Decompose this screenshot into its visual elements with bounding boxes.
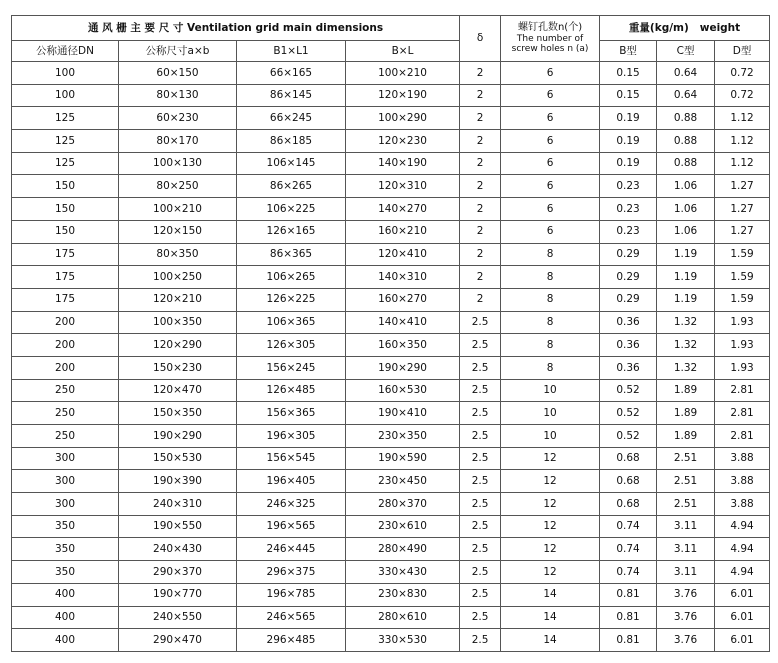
weight-d-cell: 1.93 [715, 356, 770, 379]
dn-cell: 400 [12, 583, 119, 606]
weight-d-cell: 2.81 [715, 402, 770, 425]
weight-c-cell: 1.32 [657, 334, 715, 357]
b1-l1-cell: 156×245 [237, 356, 346, 379]
dn-cell: 125 [12, 107, 119, 130]
weight-b-cell: 0.81 [600, 629, 657, 652]
weight-d-cell: 6.01 [715, 629, 770, 652]
weight-c-cell: 0.64 [657, 84, 715, 107]
weight-d-cell: 6.01 [715, 583, 770, 606]
weight-b-cell: 0.23 [600, 175, 657, 198]
dn-cell: 125 [12, 152, 119, 175]
delta-cell: 2.5 [460, 538, 501, 561]
delta-cell: 2 [460, 152, 501, 175]
b-l-cell: 100×290 [346, 107, 460, 130]
b-l-cell: 140×270 [346, 198, 460, 221]
weight-c-cell: 2.51 [657, 447, 715, 470]
col-header-b1-l1: B1×L1 [237, 41, 346, 62]
weight-d-cell: 1.27 [715, 198, 770, 221]
delta-cell: 2 [460, 288, 501, 311]
nominal-size-cell: 100×350 [119, 311, 237, 334]
nominal-size-cell: 150×530 [119, 447, 237, 470]
weight-c-cell: 2.51 [657, 493, 715, 516]
screw-holes-cell: 8 [501, 311, 600, 334]
dn-cell: 200 [12, 311, 119, 334]
weight-b-cell: 0.19 [600, 130, 657, 153]
b-l-cell: 280×610 [346, 606, 460, 629]
b1-l1-cell: 156×545 [237, 447, 346, 470]
b-l-cell: 120×190 [346, 84, 460, 107]
table-row [12, 175, 770, 198]
weight-d-cell: 1.59 [715, 266, 770, 289]
table-body [12, 62, 770, 652]
table-row [12, 515, 770, 538]
nominal-size-cell: 80×350 [119, 243, 237, 266]
b-l-cell: 280×370 [346, 493, 460, 516]
screw-holes-cell: 6 [501, 175, 600, 198]
screw-holes-cell: 14 [501, 583, 600, 606]
weight-d-cell: 2.81 [715, 379, 770, 402]
col-header-weight-d: D型 [715, 41, 770, 62]
nominal-size-cell: 80×250 [119, 175, 237, 198]
dn-cell: 175 [12, 243, 119, 266]
dn-cell: 200 [12, 334, 119, 357]
weight-b-cell: 0.19 [600, 107, 657, 130]
col-header-weight-b: B型 [600, 41, 657, 62]
weight-b-cell: 0.68 [600, 470, 657, 493]
b1-l1-cell: 106×225 [237, 198, 346, 221]
delta-cell: 2.5 [460, 583, 501, 606]
table-row [12, 152, 770, 175]
screw-holes-header-en-1: The number of [516, 34, 584, 45]
screw-holes-cell: 8 [501, 288, 600, 311]
screw-holes-cell: 6 [501, 107, 600, 130]
screw-holes-cell: 10 [501, 425, 600, 448]
screw-holes-header-cn: 螺钉孔数n(个) [517, 21, 583, 33]
weight-b-cell: 0.29 [600, 243, 657, 266]
weight-d-cell: 3.88 [715, 470, 770, 493]
weight-c-cell: 0.88 [657, 107, 715, 130]
weight-c-cell: 2.51 [657, 470, 715, 493]
b-l-cell: 120×230 [346, 130, 460, 153]
weight-b-cell: 0.68 [600, 493, 657, 516]
dn-cell: 100 [12, 62, 119, 85]
nominal-size-cell: 120×150 [119, 220, 237, 243]
weight-d-cell: 3.88 [715, 493, 770, 516]
ventilation-grid-dimensions-table [11, 15, 770, 652]
col-header-b-l: B×L [346, 41, 460, 62]
nominal-size-cell: 120×470 [119, 379, 237, 402]
weight-d-cell: 1.59 [715, 288, 770, 311]
weight-d-cell: 1.59 [715, 243, 770, 266]
b-l-cell: 120×410 [346, 243, 460, 266]
b-l-cell: 140×190 [346, 152, 460, 175]
nominal-size-cell: 190×390 [119, 470, 237, 493]
dn-cell: 150 [12, 198, 119, 221]
dn-cell: 350 [12, 515, 119, 538]
screw-holes-cell: 6 [501, 84, 600, 107]
table-row [12, 198, 770, 221]
col-header-weight-c: C型 [657, 41, 715, 62]
weight-d-cell: 2.81 [715, 425, 770, 448]
b-l-cell: 230×350 [346, 425, 460, 448]
dimensions-table-container [11, 15, 769, 652]
nominal-size-cell: 190×770 [119, 583, 237, 606]
weight-d-cell: 0.72 [715, 62, 770, 85]
weight-c-cell: 3.76 [657, 629, 715, 652]
b1-l1-cell: 66×165 [237, 62, 346, 85]
screw-holes-cell: 10 [501, 402, 600, 425]
dn-cell: 400 [12, 629, 119, 652]
weight-c-cell: 1.19 [657, 266, 715, 289]
weight-d-cell: 1.12 [715, 107, 770, 130]
delta-cell: 2 [460, 220, 501, 243]
table-row [12, 243, 770, 266]
b1-l1-cell: 196×785 [237, 583, 346, 606]
weight-d-cell: 1.93 [715, 334, 770, 357]
nominal-size-cell: 60×150 [119, 62, 237, 85]
dn-cell: 300 [12, 493, 119, 516]
weight-c-cell: 0.88 [657, 130, 715, 153]
dn-cell: 350 [12, 561, 119, 584]
screw-holes-cell: 8 [501, 266, 600, 289]
b-l-cell: 280×490 [346, 538, 460, 561]
b-l-cell: 160×210 [346, 220, 460, 243]
b1-l1-cell: 196×565 [237, 515, 346, 538]
delta-cell: 2.5 [460, 470, 501, 493]
screw-holes-cell: 6 [501, 152, 600, 175]
delta-cell: 2.5 [460, 311, 501, 334]
b-l-cell: 190×590 [346, 447, 460, 470]
weight-b-cell: 0.29 [600, 288, 657, 311]
b1-l1-cell: 86×185 [237, 130, 346, 153]
screw-holes-cell: 12 [501, 470, 600, 493]
table-row [12, 334, 770, 357]
dn-cell: 100 [12, 84, 119, 107]
b1-l1-cell: 126×485 [237, 379, 346, 402]
table-row [12, 402, 770, 425]
b1-l1-cell: 126×165 [237, 220, 346, 243]
nominal-size-cell: 240×550 [119, 606, 237, 629]
b1-l1-cell: 196×405 [237, 470, 346, 493]
table-row [12, 220, 770, 243]
weight-c-cell: 1.32 [657, 311, 715, 334]
screw-holes-cell: 6 [501, 62, 600, 85]
weight-c-cell: 1.06 [657, 220, 715, 243]
weight-d-cell: 4.94 [715, 538, 770, 561]
weight-b-cell: 0.15 [600, 62, 657, 85]
weight-d-cell: 1.12 [715, 130, 770, 153]
b1-l1-cell: 126×225 [237, 288, 346, 311]
weight-d-cell: 0.72 [715, 84, 770, 107]
delta-cell: 2.5 [460, 334, 501, 357]
b1-l1-cell: 246×445 [237, 538, 346, 561]
weight-d-cell: 1.27 [715, 175, 770, 198]
table-row [12, 561, 770, 584]
weight-c-cell: 0.88 [657, 152, 715, 175]
weight-c-cell: 1.89 [657, 379, 715, 402]
nominal-size-cell: 190×550 [119, 515, 237, 538]
weight-c-cell: 3.11 [657, 515, 715, 538]
delta-cell: 2 [460, 107, 501, 130]
nominal-size-cell: 120×290 [119, 334, 237, 357]
nominal-size-cell: 60×230 [119, 107, 237, 130]
b1-l1-cell: 246×565 [237, 606, 346, 629]
b-l-cell: 330×530 [346, 629, 460, 652]
table-row [12, 447, 770, 470]
weight-b-cell: 0.52 [600, 379, 657, 402]
screw-holes-cell: 8 [501, 334, 600, 357]
table-row [12, 288, 770, 311]
dn-cell: 150 [12, 175, 119, 198]
screw-holes-cell: 6 [501, 220, 600, 243]
nominal-size-cell: 290×470 [119, 629, 237, 652]
table-row [12, 62, 770, 85]
weight-b-cell: 0.23 [600, 220, 657, 243]
dn-cell: 300 [12, 447, 119, 470]
weight-c-cell: 1.06 [657, 175, 715, 198]
screw-holes-cell: 12 [501, 493, 600, 516]
weight-d-cell: 6.01 [715, 606, 770, 629]
delta-cell: 2.5 [460, 356, 501, 379]
table-row [12, 538, 770, 561]
b1-l1-cell: 66×245 [237, 107, 346, 130]
screw-holes-cell: 12 [501, 538, 600, 561]
weight-b-cell: 0.74 [600, 515, 657, 538]
weight-c-cell: 1.19 [657, 288, 715, 311]
b1-l1-cell: 86×265 [237, 175, 346, 198]
table-row [12, 606, 770, 629]
weight-d-cell: 1.27 [715, 220, 770, 243]
b-l-cell: 160×530 [346, 379, 460, 402]
dn-cell: 250 [12, 379, 119, 402]
screw-holes-cell: 6 [501, 130, 600, 153]
table-header [12, 16, 770, 62]
weight-b-cell: 0.36 [600, 356, 657, 379]
b-l-cell: 190×290 [346, 356, 460, 379]
b-l-cell: 100×210 [346, 62, 460, 85]
delta-cell: 2.5 [460, 629, 501, 652]
screw-holes-header [501, 16, 600, 62]
table-row [12, 493, 770, 516]
weight-c-cell: 3.11 [657, 538, 715, 561]
nominal-size-cell: 150×350 [119, 402, 237, 425]
weight-c-cell: 3.76 [657, 606, 715, 629]
weight-c-cell: 1.06 [657, 198, 715, 221]
b-l-cell: 140×310 [346, 266, 460, 289]
weight-c-cell: 0.64 [657, 62, 715, 85]
screw-holes-cell: 14 [501, 606, 600, 629]
dn-cell: 300 [12, 470, 119, 493]
nominal-size-cell: 150×230 [119, 356, 237, 379]
weight-d-cell: 1.12 [715, 152, 770, 175]
weight-b-cell: 0.52 [600, 425, 657, 448]
b-l-cell: 160×350 [346, 334, 460, 357]
delta-cell: 2.5 [460, 561, 501, 584]
nominal-size-cell: 80×170 [119, 130, 237, 153]
weight-b-cell: 0.52 [600, 402, 657, 425]
dn-cell: 200 [12, 356, 119, 379]
b1-l1-cell: 126×305 [237, 334, 346, 357]
b1-l1-cell: 196×305 [237, 425, 346, 448]
weight-d-cell: 4.94 [715, 561, 770, 584]
screw-holes-cell: 14 [501, 629, 600, 652]
b-l-cell: 330×430 [346, 561, 460, 584]
b-l-cell: 120×310 [346, 175, 460, 198]
dn-cell: 350 [12, 538, 119, 561]
table-row [12, 130, 770, 153]
screw-holes-cell: 12 [501, 561, 600, 584]
dn-cell: 250 [12, 425, 119, 448]
b1-l1-cell: 106×265 [237, 266, 346, 289]
weight-b-cell: 0.23 [600, 198, 657, 221]
nominal-size-cell: 100×130 [119, 152, 237, 175]
delta-cell: 2 [460, 266, 501, 289]
b-l-cell: 140×410 [346, 311, 460, 334]
b1-l1-cell: 106×365 [237, 311, 346, 334]
b-l-cell: 160×270 [346, 288, 460, 311]
weight-b-cell: 0.74 [600, 538, 657, 561]
weight-c-cell: 1.19 [657, 243, 715, 266]
weight-b-cell: 0.74 [600, 561, 657, 584]
weight-b-cell: 0.68 [600, 447, 657, 470]
delta-cell: 2.5 [460, 402, 501, 425]
weight-d-cell: 1.93 [715, 311, 770, 334]
delta-cell: 2.5 [460, 425, 501, 448]
table-row [12, 470, 770, 493]
nominal-size-cell: 120×210 [119, 288, 237, 311]
weight-d-cell: 4.94 [715, 515, 770, 538]
b1-l1-cell: 296×485 [237, 629, 346, 652]
nominal-size-cell: 190×290 [119, 425, 237, 448]
weight-c-cell: 3.11 [657, 561, 715, 584]
delta-cell: 2.5 [460, 515, 501, 538]
b1-l1-cell: 156×365 [237, 402, 346, 425]
dn-cell: 250 [12, 402, 119, 425]
weight-c-cell: 1.89 [657, 402, 715, 425]
delta-cell: 2 [460, 198, 501, 221]
b-l-cell: 230×830 [346, 583, 460, 606]
weight-b-cell: 0.15 [600, 84, 657, 107]
table-row [12, 84, 770, 107]
screw-holes-cell: 6 [501, 198, 600, 221]
table-row [12, 425, 770, 448]
weight-b-cell: 0.81 [600, 606, 657, 629]
table-row [12, 266, 770, 289]
col-header-nominal-size: 公称尺寸a×b [119, 41, 237, 62]
nominal-size-cell: 240×310 [119, 493, 237, 516]
weight-c-cell: 3.76 [657, 583, 715, 606]
screw-holes-cell: 10 [501, 379, 600, 402]
dn-cell: 150 [12, 220, 119, 243]
dn-cell: 175 [12, 266, 119, 289]
screw-holes-cell: 12 [501, 447, 600, 470]
weight-b-cell: 0.19 [600, 152, 657, 175]
b-l-cell: 230×610 [346, 515, 460, 538]
b1-l1-cell: 106×145 [237, 152, 346, 175]
delta-cell: 2.5 [460, 493, 501, 516]
dn-cell: 175 [12, 288, 119, 311]
weight-b-cell: 0.36 [600, 311, 657, 334]
nominal-size-cell: 100×250 [119, 266, 237, 289]
weight-d-cell: 3.88 [715, 447, 770, 470]
delta-cell: 2.5 [460, 447, 501, 470]
table-row [12, 311, 770, 334]
table-row [12, 356, 770, 379]
b-l-cell: 230×450 [346, 470, 460, 493]
delta-cell: 2 [460, 62, 501, 85]
weight-b-cell: 0.36 [600, 334, 657, 357]
b1-l1-cell: 296×375 [237, 561, 346, 584]
delta-cell: 2 [460, 84, 501, 107]
dn-cell: 400 [12, 606, 119, 629]
delta-cell: 2.5 [460, 379, 501, 402]
screw-holes-header-en-2: screw holes n (a) [511, 43, 589, 54]
delta-header: δ [460, 16, 501, 62]
b1-l1-cell: 86×145 [237, 84, 346, 107]
nominal-size-cell: 290×370 [119, 561, 237, 584]
weight-header: 重量(kg/m) weight [600, 16, 770, 41]
screw-holes-cell: 8 [501, 356, 600, 379]
delta-cell: 2 [460, 175, 501, 198]
delta-cell: 2 [460, 243, 501, 266]
nominal-size-cell: 80×130 [119, 84, 237, 107]
b1-l1-cell: 86×365 [237, 243, 346, 266]
screw-holes-cell: 8 [501, 243, 600, 266]
b1-l1-cell: 246×325 [237, 493, 346, 516]
table-row [12, 379, 770, 402]
b-l-cell: 190×410 [346, 402, 460, 425]
col-header-dn: 公称通径DN [12, 41, 119, 62]
weight-b-cell: 0.29 [600, 266, 657, 289]
weight-c-cell: 1.89 [657, 425, 715, 448]
delta-cell: 2.5 [460, 606, 501, 629]
table-row [12, 583, 770, 606]
dn-cell: 125 [12, 130, 119, 153]
screw-holes-cell: 12 [501, 515, 600, 538]
main-dimensions-header: 通 风 栅 主 要 尺 寸 Ventilation grid main dimensions [12, 16, 460, 41]
delta-cell: 2 [460, 130, 501, 153]
nominal-size-cell: 100×210 [119, 198, 237, 221]
table-row [12, 107, 770, 130]
nominal-size-cell: 240×430 [119, 538, 237, 561]
weight-b-cell: 0.81 [600, 583, 657, 606]
weight-c-cell: 1.32 [657, 356, 715, 379]
table-row [12, 629, 770, 652]
